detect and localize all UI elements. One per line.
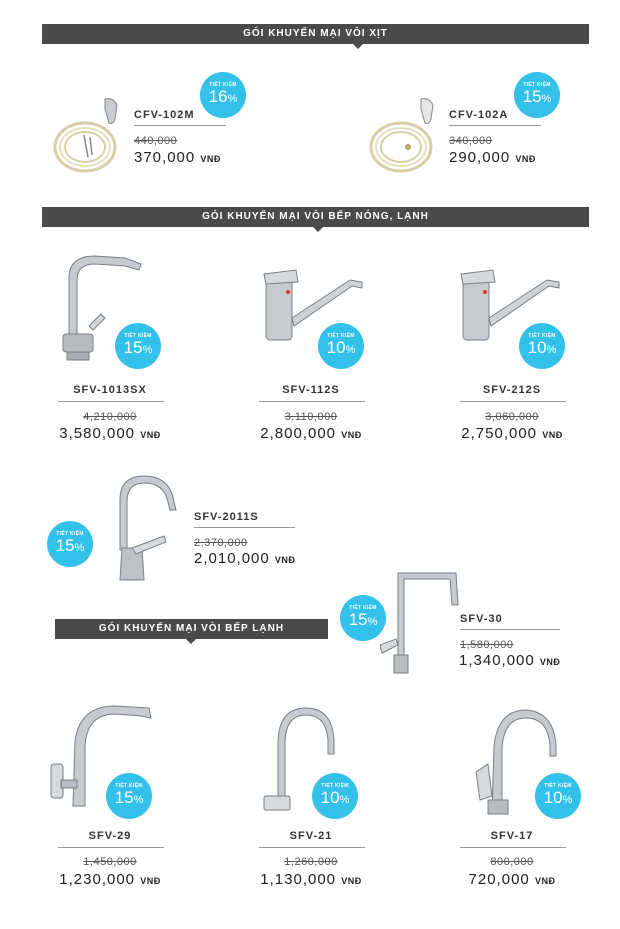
badge-label: TIẾT KIỆM xyxy=(124,333,152,339)
new-price: 720,000 VNĐ xyxy=(468,871,556,888)
divider xyxy=(259,401,365,402)
savings-badge xyxy=(106,773,152,819)
spray-hose-image xyxy=(366,95,446,185)
old-price: 800,000 xyxy=(490,856,534,868)
product-code: SFV-112S xyxy=(282,384,340,396)
old-price: 4,210,000 xyxy=(83,411,137,423)
banner-hotcold-title: GÓI KHUYẾN MẠI VÒI BẾP NÓNG, LẠNH xyxy=(202,211,429,222)
divider xyxy=(259,847,365,848)
badge-percent: 10% xyxy=(543,788,573,807)
divider xyxy=(460,629,560,630)
new-price: 1,230,000 VNĐ xyxy=(59,871,161,888)
savings-badge xyxy=(340,595,386,641)
divider xyxy=(460,401,566,402)
badge-label: TIẾT KIỆM xyxy=(528,333,556,339)
badge-percent: 16% xyxy=(208,87,238,106)
product-code: SFV-21 xyxy=(289,830,333,842)
banner-notch xyxy=(186,639,196,644)
old-price: 1,260,000 xyxy=(284,856,338,868)
product-code: CFV-102M xyxy=(134,109,195,121)
banner-hotcold xyxy=(42,207,589,227)
new-price: 370,000 VNĐ xyxy=(134,149,221,166)
badge-label: TIẾT KIỆM xyxy=(349,605,377,611)
faucet-image xyxy=(108,470,183,582)
divider xyxy=(58,847,164,848)
badge-percent: 10% xyxy=(320,788,350,807)
badge-percent: 15% xyxy=(55,536,85,555)
new-price: 1,130,000 VNĐ xyxy=(260,871,362,888)
faucet-image xyxy=(376,563,466,678)
divider xyxy=(58,401,164,402)
new-price: 2,010,000 VNĐ xyxy=(194,550,296,567)
banner-spray-title: GÓI KHUYẾN MẠI VÒI XỊT xyxy=(243,28,388,39)
old-price: 1,450,000 xyxy=(83,856,137,868)
savings-badge xyxy=(312,773,358,819)
old-price: 3,060,000 xyxy=(485,411,539,423)
banner-spray xyxy=(42,24,589,44)
badge-percent: 15% xyxy=(123,338,153,357)
old-price: 2,370,000 xyxy=(194,537,248,549)
product-code: CFV-102A xyxy=(449,109,509,121)
banner-notch xyxy=(313,227,323,232)
new-price: 1,340,000 VNĐ xyxy=(459,652,561,669)
divider xyxy=(460,847,566,848)
savings-badge xyxy=(318,323,364,369)
savings-badge xyxy=(200,72,246,118)
badge-label: TIẾT KIỆM xyxy=(209,82,237,88)
new-price: 2,750,000 VNĐ xyxy=(461,425,563,442)
old-price: 440,000 xyxy=(134,135,178,147)
badge-label: TIẾT KIỆM xyxy=(544,783,572,789)
product-code: SFV-2011S xyxy=(194,511,259,523)
badge-label: TIẾT KIỆM xyxy=(56,531,84,537)
savings-badge xyxy=(115,323,161,369)
divider xyxy=(194,527,295,528)
old-price: 1,580,000 xyxy=(460,639,514,651)
badge-label: TIẾT KIỆM xyxy=(523,82,551,88)
new-price: 290,000 VNĐ xyxy=(449,149,536,166)
product-code: SFV-30 xyxy=(460,613,503,625)
divider xyxy=(134,125,226,126)
badge-percent: 10% xyxy=(326,338,356,357)
old-price: 340,000 xyxy=(449,135,493,147)
savings-badge xyxy=(514,72,560,118)
savings-badge xyxy=(535,773,581,819)
banner-cold xyxy=(55,619,328,639)
badge-percent: 15% xyxy=(522,87,552,106)
old-price: 3,110,000 xyxy=(284,411,338,423)
product-code: SFV-29 xyxy=(88,830,132,842)
spray-hose-image xyxy=(50,95,130,185)
product-code: SFV-212S xyxy=(482,384,542,396)
new-price: 2,800,000 VNĐ xyxy=(260,425,362,442)
divider xyxy=(449,125,541,126)
product-code: SFV-17 xyxy=(490,830,534,842)
badge-percent: 10% xyxy=(527,338,557,357)
banner-notch xyxy=(353,44,363,49)
badge-label: TIẾT KIỆM xyxy=(321,783,349,789)
badge-label: TIẾT KIỆM xyxy=(115,783,143,789)
badge-percent: 15% xyxy=(348,610,378,629)
savings-badge xyxy=(47,521,93,567)
badge-percent: 15% xyxy=(114,788,144,807)
product-code: SFV-1013SX xyxy=(73,384,147,396)
new-price: 3,580,000 VNĐ xyxy=(59,425,161,442)
savings-badge xyxy=(519,323,565,369)
badge-label: TIẾT KIỆM xyxy=(327,333,355,339)
banner-cold-title: GÓI KHUYẾN MẠI VÒI BẾP LẠNH xyxy=(98,623,285,634)
